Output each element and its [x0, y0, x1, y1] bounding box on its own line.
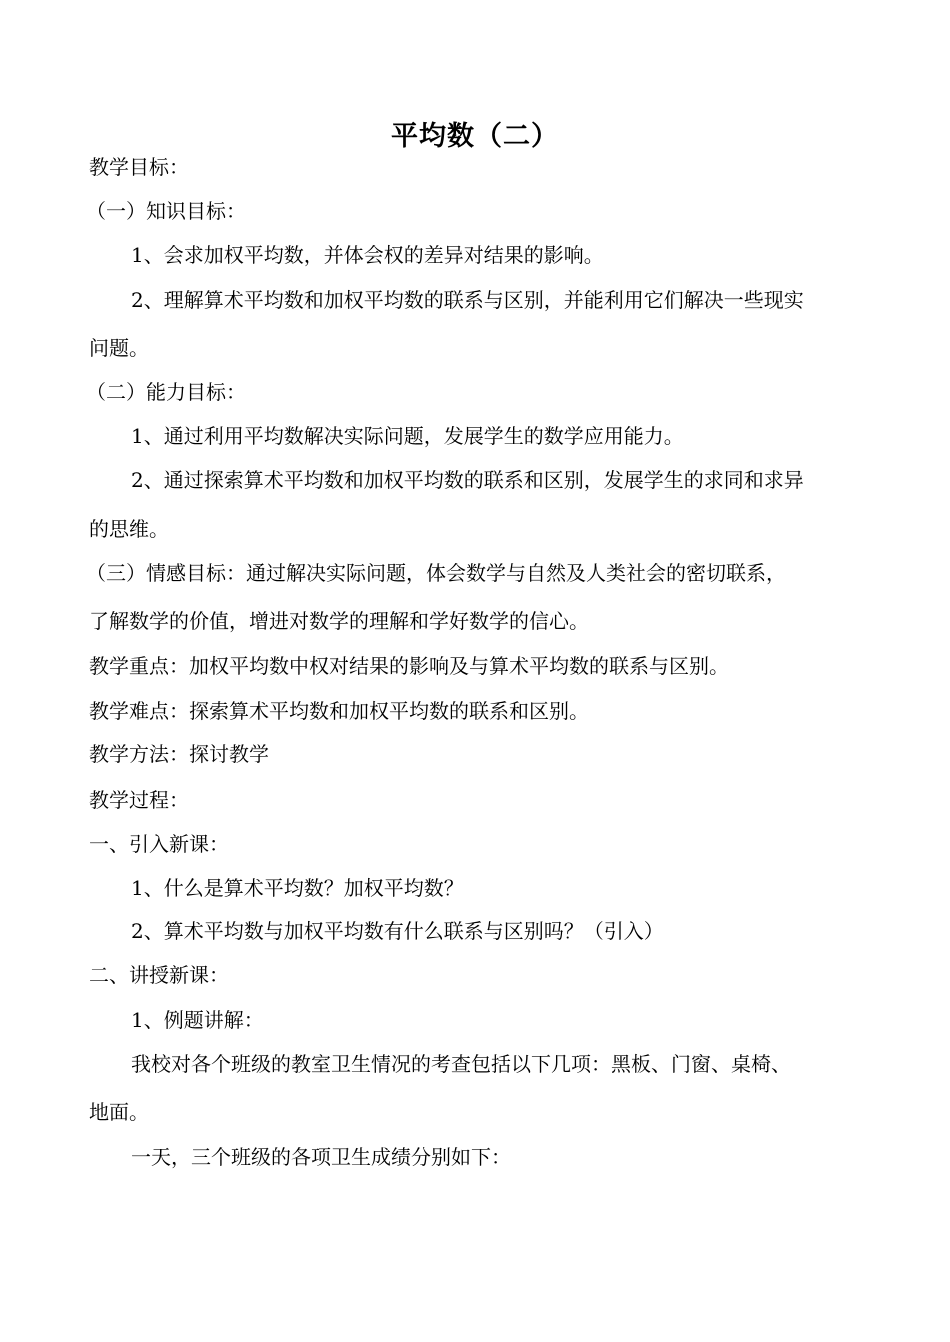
- paragraph-line: 2、通过探索算术平均数和加权平均数的联系和区别，发展学生的求同和求异: [131, 468, 804, 492]
- difficult-points-line: 教学难点：探索算术平均数和加权平均数的联系和区别。: [89, 699, 589, 723]
- paragraph-line: 问题。: [89, 336, 149, 360]
- key-points-line: 教学重点：加权平均数中权对结果的影响及与算术平均数的联系与区别。: [89, 654, 729, 678]
- paragraph-line: 地面。: [89, 1100, 149, 1124]
- section-heading-objectives: 教学目标：: [89, 155, 189, 179]
- subheading-knowledge: （一）知识目标：: [86, 199, 246, 223]
- paragraph-line: 1、例题讲解：: [131, 1008, 264, 1032]
- subheading-emotion: （三）情感目标：通过解决实际问题，体会数学与自然及人类社会的密切联系，: [86, 561, 786, 585]
- teaching-method-line: 教学方法：探讨教学: [89, 742, 269, 766]
- paragraph-line: 1、什么是算术平均数？加权平均数？: [131, 876, 464, 900]
- paragraph-line: 了解数学的价值，增进对数学的理解和学好数学的信心。: [89, 609, 589, 633]
- document-title: 平均数（二）: [391, 121, 559, 152]
- paragraph-line: 的思维。: [89, 517, 169, 541]
- paragraph-line: 2、理解算术平均数和加权平均数的联系与区别，并能利用它们解决一些现实: [131, 288, 804, 312]
- paragraph-line: 1、会求加权平均数，并体会权的差异对结果的影响。: [131, 243, 604, 267]
- subheading-ability: （二）能力目标：: [86, 380, 246, 404]
- paragraph-line: 一天，三个班级的各项卫生成绩分别如下：: [131, 1145, 511, 1169]
- section-heading-intro: 一、引入新课：: [89, 832, 229, 856]
- paragraph-line: 1、通过利用平均数解决实际问题，发展学生的数学应用能力。: [131, 424, 684, 448]
- section-heading-new-lesson: 二、讲授新课：: [89, 963, 229, 987]
- paragraph-line: 我校对各个班级的教室卫生情况的考查包括以下几项：黑板、门窗、桌椅、: [131, 1052, 791, 1076]
- section-heading-process: 教学过程：: [89, 788, 189, 812]
- paragraph-line: 2、算术平均数与加权平均数有什么联系与区别吗？（引入）: [131, 919, 664, 943]
